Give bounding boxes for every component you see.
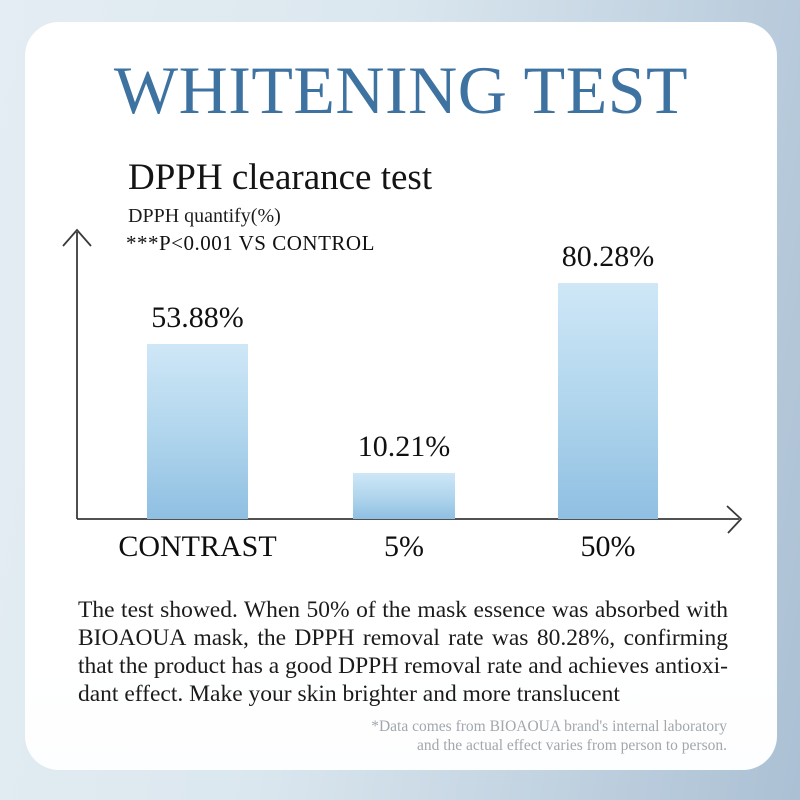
- bar-value-label: 10.21%: [357, 430, 451, 463]
- bar-contrast: [147, 344, 248, 519]
- y-axis-label: DPPH quantify(%): [128, 205, 281, 227]
- x-axis-tick-label: CONTRAST: [118, 530, 277, 563]
- paragraph-line: dant effect. Make your skin brighter and more translucent: [78, 681, 620, 707]
- bar-50-percent: [558, 283, 658, 519]
- chart-title: DPPH clearance test: [128, 157, 433, 198]
- disclaimer-line: and the actual effect varies from person to person.: [416, 737, 727, 754]
- bar-value-label: 80.28%: [561, 240, 655, 273]
- page-title: WHITENING TEST: [113, 52, 689, 128]
- disclaimer-line: *Data comes from BIOAOUA brand's internal laboratory: [371, 718, 727, 735]
- disclaimer: [371, 717, 727, 755]
- significance-note: ***P<0.001 VS CONTROL: [126, 231, 375, 255]
- paragraph-line: BIOAOUA mask, the DPPH removal rate was 80.28%, confirming: [78, 625, 728, 651]
- description-paragraph: [78, 596, 728, 708]
- x-axis-tick-label: 50%: [580, 530, 636, 563]
- bar-value-label: 53.88%: [151, 301, 244, 334]
- paragraph-line: that the product has a good DPPH removal rate and achieves antioxi-: [78, 653, 728, 679]
- x-axis-tick-label: 5%: [384, 530, 424, 563]
- paragraph-line: The test showed. When 50% of the mask essence was absorbed with: [78, 597, 728, 623]
- bar-5-percent: [353, 473, 455, 519]
- content-card: [25, 22, 777, 770]
